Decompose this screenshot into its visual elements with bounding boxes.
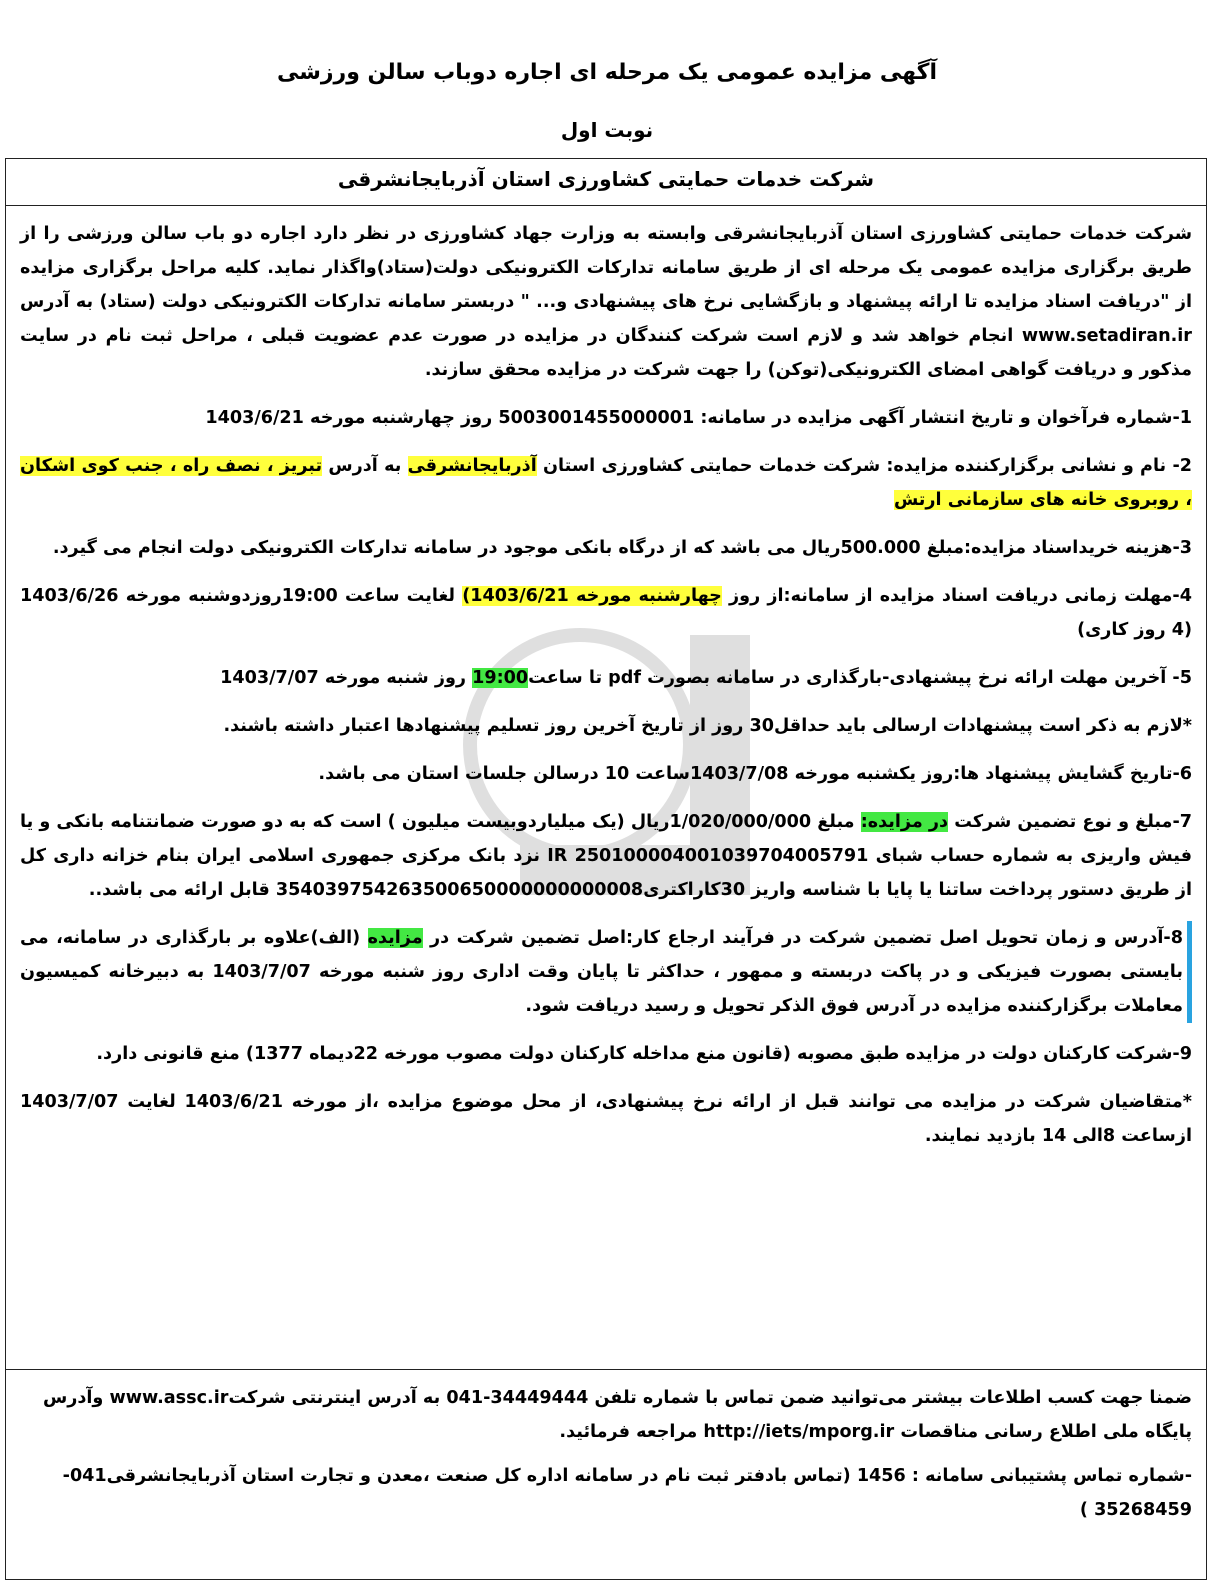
item-8-text: 8-آدرس و زمان تحویل اصل تضمین شرکت در فرآیند ارجاع کار:اصل تضمین شرکت در (422, 928, 1183, 948)
support-info: -شماره تماس پشتیبانی سامانه : 1456 (تماس بادفتر ثبت نام در سامانه اداره کل صنعت ،معدن و تجارت استان آذربایجانشرقی041-35268459 ) (62, 1466, 1192, 1520)
item-3: 3-هزینه خریداسناد مزایده:مبلغ 500.000ریال می باشد که از درگاه بانکی موجود در سامانه تدارکات الکترونیکی دولت انجام می گیرد. (52, 538, 1192, 558)
item-7-text: 7-مبلغ و نوع تضمین شرکت (948, 812, 1192, 832)
item-7-text-b: مبلغ 1/020/000/000ریال (یک میلیاردوبیست میلیون ) است که به دو صورت ضمانتنامه بانکی و یا فیش واریزی به شماره حساب شبای IR 250100004001039704005791 نزد بانک مرکزی جمهوری اسلامی ایران بنام خزانه داری کل از طریق دستور پرداخت ساتنا یا پایا با شناسه واریز 30کاراکتری354039754263500650000000000008 قابل ارائه می باشد.. (20, 812, 1192, 900)
item-2-text: 2- نام و نشانی برگزارکننده مزایده: شرکت خدمات حمایتی کشاورزی استان (536, 456, 1192, 476)
notice-body (20, 217, 1192, 1167)
intro-paragraph: شرکت خدمات حمایتی کشاورزی استان آذربایجانشرقی وابسته به وزارت جهاد کشاورزی در نظر دارد اجاره دو باب سالن ورزشی را از طریق برگزاری مزایده عمومی یک مرحله ای از طریق سامانه تدارکات الکترونیکی دولت(ستاد)واگذار نماید. کلیه مراحل برگزاری مزایده از "دریافت اسناد مزایده تا ارائه پیشنهاد و بازگشایی نرخ های پیشنهادی و... " دربستر سامانه تدارکات الکترونیکی دولت (ستاد) به آدرس www.setadiran.ir انجام خواهد شد و لازم است شرکت کنندگان در مزایده در صورت عدم عضویت قبلی ، مراحل ثبت نام در سایت مذکور و دریافت گواهی امضای الکترونیکی(توکن) را جهت شرکت در مزایده محقق سازند. (20, 224, 1192, 380)
item-5-time-highlight: 19:00 (472, 668, 529, 688)
item-8 (20, 921, 1192, 1023)
company-name: شرکت خدمات حمایتی کشاورزی استان آذربایجانشرقی (337, 167, 875, 191)
notice-title: آگهی مزایده عمومی یک مرحله ای اجاره دوباب سالن ورزشی (276, 60, 938, 85)
divider (6, 205, 1206, 206)
item-1: 1-شماره فرآخوان و تاریخ انتشار آگهی مزایده در سامانه: 5003001455000001 روز چهارشنبه مورخه 1403/6/21 (205, 408, 1192, 428)
divider (6, 1369, 1206, 1370)
item-4-text: 4-مهلت زمانی دریافت اسناد مزایده از سامانه:از روز (721, 586, 1192, 606)
item-8-text-b: (الف)علاوه بر بارگذاری در سامانه، می بایستی بصورت فیزیکی و در پاکت دربسته و ممهور ، حداکثر تا پایان وقت اداری روز شنبه مورخه 1403/7/07 به دبیرخانه کمیسیون معاملات برگزارکننده مزایده در آدرس فوق الذکر تحویل و رسید دریافت شود. (20, 928, 1183, 1016)
item-2 (20, 449, 1192, 517)
item-8-highlight: مزایده (367, 928, 423, 948)
item-5-text: 5- آخرین مهلت ارائه نرخ پیشنهادی-بارگذاری در سامانه بصورت pdf تا ساعت (528, 668, 1192, 688)
item-4-date-highlight: چهارشنبه مورخه 1403/6/21) (462, 586, 722, 606)
item-4-text-b: لغایت ساعت 19:00روزدوشنبه مورخه 1403/6/26 (4 روز کاری) (20, 586, 1192, 640)
item-4 (20, 579, 1192, 647)
notice-footer (20, 1381, 1192, 1537)
item-5-text-b: روز شنبه مورخه 1403/7/07 (220, 668, 473, 688)
item-7-highlight: در مزایده: (860, 812, 949, 832)
notice-frame (5, 158, 1207, 1580)
item-9: 9-شرکت کارکنان دولت در مزایده طبق مصوبه (قانون منع مداخله کارکنان دولت مصوب مورخه 22دیماه 1377) منع قانونی دارد. (96, 1044, 1192, 1064)
contact-info: ضمنا جهت کسب اطلاعات بیشتر می‌توانید ضمن تماس با شماره تلفن 34449444-041 به آدرس اینترنتی شرکتwww.assc.ir وآدرس پایگاه ملی اطلاع رسانی مناقصات http://iets/mporg.ir مراجعه فرمائید. (42, 1388, 1192, 1442)
note-visit: *متقاضیان شرکت در مزایده می توانند قبل از ارائه نرخ پیشنهادی، از محل موضوع مزایده ،از مورخه 1403/6/21 لغایت 1403/7/07 ازساعت 8الی 14 بازدید نمایند. (20, 1092, 1193, 1146)
item-5 (20, 661, 1192, 695)
item-2-text-b: به آدرس (322, 456, 408, 476)
notice-round: نوبت اول (560, 118, 654, 142)
item-6: 6-تاریخ گشایش پیشنهاد ها:روز یکشنبه مورخه 1403/7/08ساعت 10 درسالن جلسات استان می باشد. (318, 764, 1192, 784)
item-2-province-highlight: آذربایجانشرقی (407, 456, 537, 476)
note-validity: *لازم به ذکر است پیشنهادات ارسالی باید حداقل30 روز از تاریخ آخرین روز تسلیم پیشنهادها اعتبار داشته باشند. (223, 716, 1192, 736)
item-2-address-highlight: تبریز ، نصف راه ، جنب کوی اشکان ، روبروی خانه های سازمانی ارتش (20, 456, 1192, 510)
item-7 (20, 805, 1192, 907)
